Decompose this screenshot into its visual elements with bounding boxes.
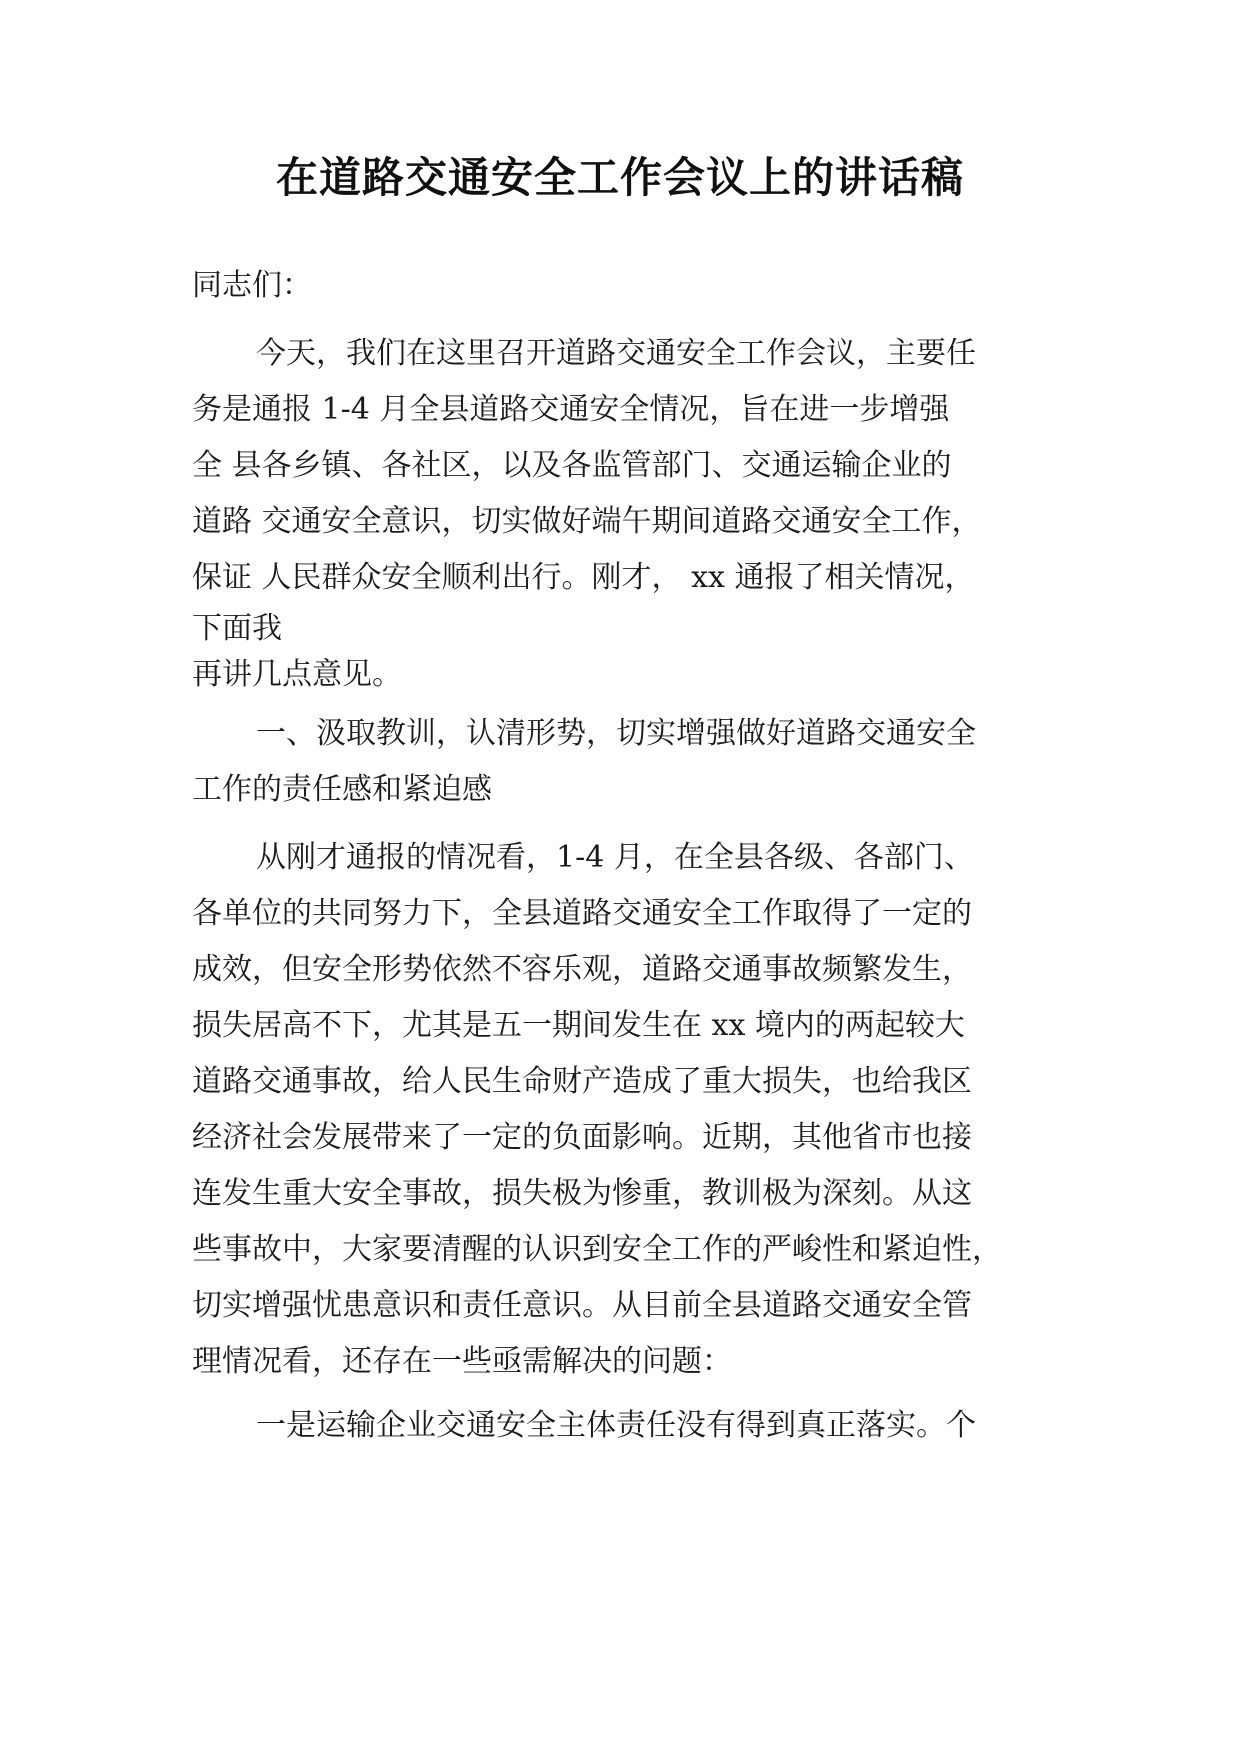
paragraph-line: 连发生重大安全事故，损失极为惨重，教训极为深刻。从这 (192, 1176, 972, 1211)
paragraph-line: 再讲几点意见。 (192, 657, 402, 692)
document-title: 在道路交通安全工作会议上的讲话稿 (275, 153, 964, 202)
paragraph-line: 全 县各乡镇、各社区，以及各监管部门、交通运输企业的 (192, 448, 952, 483)
paragraph-line: 损失居高不下，尤其是五一期间发生在 xx 境内的两起较大 (192, 1008, 965, 1043)
paragraph-line: 理情况看，还存在一些亟需解决的问题： (192, 1344, 732, 1379)
paragraph-line: 些事故中，大家要清醒的认识到安全工作的严峻性和紧迫性， (192, 1232, 1002, 1267)
section-heading-line: 一、汲取教训，认清形势，切实增强做好道路交通安全 (256, 716, 976, 751)
paragraph-line: 各单位的共同努力下，全县道路交通安全工作取得了一定的 (192, 896, 972, 931)
paragraph-line: 经济社会发展带来了一定的负面影响。近期，其他省市也接 (192, 1120, 972, 1155)
paragraph-line: 务是通报 1-4 月全县道路交通安全情况，旨在进一步增强 (192, 392, 950, 427)
paragraph-line: 一是运输企业交通安全主体责任没有得到真正落实。个 (256, 1408, 976, 1443)
paragraph-line: 成效，但安全形势依然不容乐观，道路交通事故频繁发生， (192, 952, 972, 987)
paragraph-line: 下面我 (192, 611, 282, 646)
paragraph-line: 今天，我们在这里召开道路交通安全工作会议，主要任 (256, 336, 976, 371)
paragraph-line: 切实增强忧患意识和责任意识。从目前全县道路交通安全管 (192, 1288, 972, 1323)
paragraph-line: 从刚才通报的情况看，1-4 月，在全县各级、各部门、 (256, 840, 974, 875)
paragraph-line: 道路 交通安全意识，切实做好端午期间道路交通安全工作， (192, 504, 982, 539)
document-body (192, 258, 1052, 1454)
paragraph-line: 保证 人民群众安全顺利出行。刚才， xx 通报了相关情况， (192, 560, 975, 595)
section-heading-line: 工作的责任感和紧迫感 (192, 772, 492, 807)
salutation-line: 同志们： (192, 268, 312, 303)
paragraph-line: 道路交通事故，给人民生命财产造成了重大损失，也给我区 (192, 1064, 972, 1099)
